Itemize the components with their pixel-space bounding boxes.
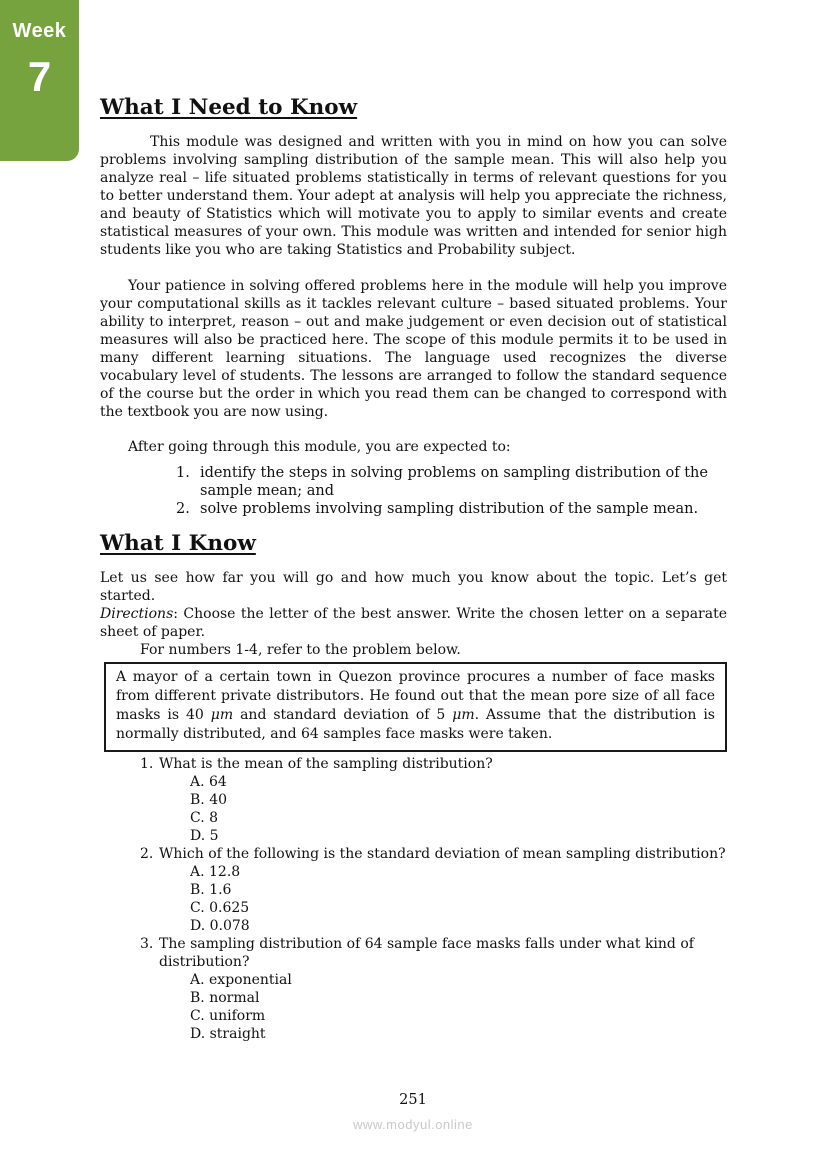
question-text: The sampling distribution of 64 sample face masks falls under what kind of distribution? (159, 936, 694, 970)
question-line (140, 935, 727, 971)
problem-text: . Assume that the distribution is normally distributed, and 64 samples face masks were taken. (116, 707, 715, 742)
week-number: 7 (27, 53, 52, 100)
choice-item: B. 1.6 (190, 882, 232, 898)
week-badge (0, 0, 79, 161)
objectives-list (100, 464, 727, 518)
question-line (140, 845, 727, 863)
choices-list (190, 971, 727, 1043)
page-content (100, 94, 727, 1043)
refer-note: For numbers 1-4, refer to the problem below. (140, 642, 461, 658)
choice-item: A. 12.8 (190, 864, 241, 880)
choice-item: B. normal (190, 990, 260, 1006)
intro-paragraph-2: Your patience in solving offered problems here in the module will help you improve your computational skills as it tackles relevant culture – based situated problems. Your ability to interpret, reason – out and make judgement or even decision out of statistical measures will also be practiced here. The scope of this module permits it to be used in many different learning situations. The language used recognizes the diverse vocabulary level of students. The lessons are arranged to follow the standard sequence of the course but the order in which you read them can be changed to correspond with the textbook you are now using. (100, 278, 727, 420)
choice-item: D. straight (190, 1026, 266, 1042)
objective-text: solve problems involving sampling distribution of the sample mean. (200, 501, 699, 517)
question-text: What is the mean of the sampling distribution? (159, 756, 493, 772)
directions-line (100, 605, 727, 641)
choice-item: D. 5 (190, 828, 219, 844)
choice-item: C. 8 (190, 810, 219, 826)
choice-item: C. uniform (190, 1008, 266, 1024)
problem-text: and standard deviation of 5 (233, 707, 453, 723)
objective-item (176, 464, 727, 500)
problem-text: A mayor of a certain town in Quezon province procures a number of face masks from different private distributors. He found out that the mean pore size of all face masks is 40 (116, 669, 715, 723)
choice-item: A. 64 (190, 774, 227, 790)
question-item (100, 935, 727, 1043)
choices-list (190, 773, 727, 845)
section-title-what-i-know: What I Know (100, 531, 256, 556)
choice-item: B. 40 (190, 792, 228, 808)
question-item (100, 755, 727, 845)
week-label: Week (12, 20, 67, 42)
directions-label: Directions (100, 606, 174, 622)
micrometer-unit: μm (210, 707, 234, 723)
problem-statement-box (104, 662, 727, 752)
objective-item (176, 500, 727, 518)
question-number: 1. (140, 756, 154, 772)
intro-paragraph-1: This module was designed and written with you in mind on how you can solve problems involving sampling distribution of the sample mean. This will also help you analyze real – life situated problems statistically in terms of relevant questions for you to better understand them. Your adept at analysis will help you appreciate the richness, and beauty of Statistics which will motivate you to apply to similar events and create statistical measures of your own. This module was written and intended for senior high students like you who are taking Statistics and Probability subject. (100, 134, 727, 258)
choice-item: C. 0.625 (190, 900, 250, 916)
question-number: 2. (140, 846, 154, 862)
question-line (140, 755, 727, 773)
section-title-what-i-need-to-know: What I Need to Know (100, 95, 358, 120)
know-intro: Let us see how far you will go and how much you know about the topic. Let’s get started. (100, 570, 727, 604)
question-number: 3. (140, 936, 154, 952)
watermark: www.modyul.online (353, 1117, 473, 1132)
question-item (100, 845, 727, 935)
objective-text: identify the steps in solving problems on sampling distribution of the sample mean; and (200, 465, 708, 499)
micrometer-unit: μm (452, 707, 475, 723)
question-text: Which of the following is the standard deviation of mean sampling distribution? (159, 846, 726, 862)
choices-list (190, 863, 727, 935)
objective-number: 2. (176, 501, 190, 517)
directions-text: : Choose the letter of the best answer. Write the chosen letter on a separate sheet of paper. (100, 606, 727, 640)
expectations-intro: After going through this module, you are expected to: (128, 439, 511, 455)
objective-number: 1. (176, 465, 190, 481)
choice-item: A. exponential (190, 972, 292, 988)
page-number: 251 (399, 1092, 427, 1108)
choice-item: D. 0.078 (190, 918, 250, 934)
